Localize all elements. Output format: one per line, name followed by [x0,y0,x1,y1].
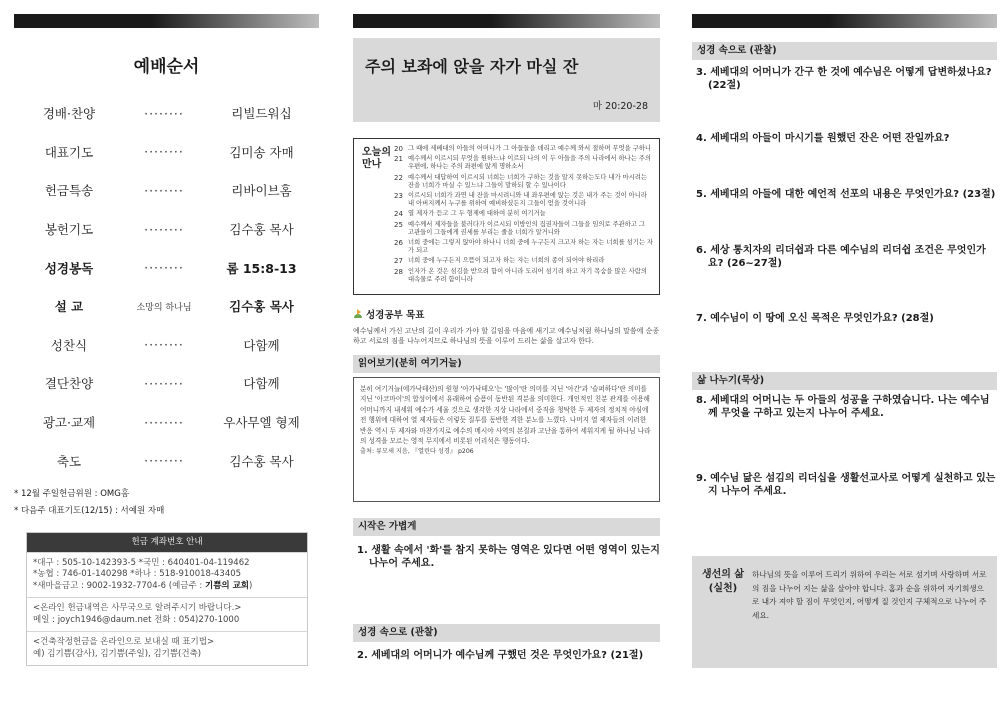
application-box [692,556,997,668]
verse [394,174,653,190]
order-item: 헌금특송 [44,183,94,199]
verse-number: 25 [394,220,403,229]
online-offering-info [27,597,307,631]
verse [394,210,653,218]
order-dots: ········ [144,144,184,160]
order-person: 김미송 자매 [229,144,294,160]
note-offering-committee: * 12월 주일헌금위원 : OMG홈 [14,488,130,499]
study-column-1 [353,0,660,712]
order-person: 우사무엘 형제 [223,415,300,431]
question-7: 7. 예수님이 이 땅에 오신 목적은 무엇인가요? (28절) [696,313,934,324]
verse-number: 23 [394,192,403,201]
warmup-section-title: 시작은 가볍게 [353,518,660,536]
application-label: 생선의 삶 (실천) [701,569,745,594]
order-dots: ········ [144,375,184,391]
verse [394,221,653,237]
order-item: 봉헌기도 [44,222,94,238]
question-8: 8. 세베대의 어머니는 두 아들의 성공을 구하였습니다. 나는 예수님께 무엇을 구하고 있는지 나누어 주세요. [696,395,990,419]
account-line: *새마을금고 : 9002-1932-7704-6 (예금주 : 기쁨의 교회) [33,580,253,591]
sermon-subtitle: 소망의 하나님 [136,302,192,313]
order-row [14,403,319,442]
study-column-2 [692,0,997,712]
account-line: *농협 : 746-01-140298 *하나 : 518-910018-43405 [33,569,242,580]
building-offering-title: <건축작정헌금을 온라인으로 보내실 때 표기법> [33,637,215,648]
verse-text: 너희 중에 누구든지 으뜸이 되고자 하는 자는 너희의 종이 되어야 하리라 [408,257,605,265]
online-offering-title: <온라인 헌금내역은 사무국으로 알려주시기 바랍니다.> [33,603,242,614]
verse-number: 27 [394,257,403,266]
top-bar [353,14,660,28]
order-row [14,133,319,172]
order-item: 결단찬양 [44,376,94,392]
order-item: 설 교 [54,299,84,315]
verse-text: 이르시되 너희가 과연 내 잔을 마시려니와 내 좌우편에 앉는 것은 내가 주는 것이 아니라 내 아버지께서 누구를 위하여 예비하셨든지 그들이 얻을 것이니라 [408,192,647,208]
scripture-verses [394,145,653,286]
question-1: 1. 생활 속에서 '화'를 참지 못하는 영역은 있다면 어떤 영역이 있는지 나누어 주세요. [357,545,660,570]
worship-order-title: 예배순서 [133,57,200,77]
question-6: 6. 세상 통치자의 리더쉽과 다른 예수님의 리더쉽 조건은 무엇인가요? (26~27절) [696,245,986,269]
question-5: 5. 세베대의 아들에 대한 예언적 선포의 내용은 무엇인가요? (23절) [696,189,996,200]
verse-number: 22 [394,173,403,182]
sermon-title: 주의 보좌에 앉을 자가 마실 잔 [365,57,579,76]
note-next-prayer: * 다음주 대표기도(12/15) : 서예원 자매 [14,505,165,516]
order-person: 다함께 [243,337,280,353]
flag-icon [353,309,363,319]
order-person: 김수홍 목사 [229,299,294,315]
verse [394,155,653,171]
order-row [14,364,319,403]
order-dots: ········ [144,221,184,237]
study-goal-title: 성경공부 목표 [366,310,425,322]
verse-text: 예수께서 제자들을 불러다가 이르시되 이방인의 집권자들이 그들을 임의로 주관하고 그 고관들이 그들에게 권세를 부리는 줄을 너희가 알거니와 [408,220,645,236]
sermon-header [353,38,660,122]
todays-manna-label: 오늘의 만나 [362,147,391,170]
verse-text: 너희 중에는 그렇지 않아야 하나니 너희 중에 누구든지 크고자 하는 자는 너희를 섬기는 자가 되고 [408,239,654,255]
reading-text: 분히 여기거늘(에가낙테산)의 원형 '아가낙테오'는 '많이'란 의미를 지닌 '아간'과 '슬퍼하다'란 의미를 지닌 '아코마이'의 합성어에서 유래하여 슬픔이 동반된 격분을 의미한다. 개인적인 친분 관계를 이용해 어머니까지 내세워 예수가 세울 것으로 생각한 지상 나라에서 중직을 청탁한 두 제자의 정치적 야심에 전 행위에 대하여 열 제자들은 이렇듯 질투를 동반한 격한 분노를 느꼈다. 나머지 열 제자들의 이러한 반응 역시 두 제자와 마찬가지로 예수의 메시야 사역의 본질과 고난을 통하여 세워지게 될 하나님 나라의 성격을 모르는 영적 무지에서 비롯된 어리석은 행동이다. [360,385,651,446]
account-info-box [26,532,308,667]
verse-number: 28 [394,267,403,276]
verse [394,239,653,255]
order-row [14,94,319,133]
question-2: 2. 세베대의 어머니가 예수님께 구했던 것은 무엇인가요? (21절) [357,650,644,662]
order-row [14,326,319,365]
order-person: 김수홍 목사 [229,453,294,469]
verse-text: 예수께서 대답하여 이르시되 너희는 너희가 구하는 것을 알지 못하는도다 내가 마시려는 잔을 너희가 마실 수 있느냐 그들이 말하되 할 수 있나이다 [408,173,647,189]
order-item: 성경봉독 [44,260,94,276]
order-item: 성찬식 [50,337,88,353]
order-item: 광고·교제 [42,415,96,431]
reading-section-title: 읽어보기(분히 여기거늘) [353,355,660,373]
study-goal-text: 예수님께서 가신 고난의 길이 우리가 가야 할 길임을 마음에 새기고 예수님처럼 하나님의 말씀에 순종하고 서로의 짐을 나누어지므로 하나님의 뜻을 이루어 드리는 삶을 살고자 한다. [353,327,660,346]
order-item: 경배·찬양 [42,106,96,122]
sharing-section-title: 삶 나누기(묵상) [692,372,997,390]
order-dots: ········ [144,453,184,469]
account-info-header: 헌금 계좌번호 안내 [27,533,307,552]
verse-number: 24 [394,210,403,219]
verse-text: 인자가 온 것은 섬김을 받으려 함이 아니라 도리어 섬기려 하고 자기 목숨을 많은 사람의 대속물로 주려 함이니라 [408,267,647,283]
todays-manna-box [353,138,660,295]
order-dots: ········ [144,105,184,121]
building-offering-info [27,631,307,665]
order-row [14,248,319,287]
sermon-reference: 마 20:20-28 [592,101,648,112]
verse-number: 26 [394,239,403,248]
order-dots: ········ [144,414,184,430]
order-row [14,210,319,249]
verse [394,257,653,265]
order-row [14,441,319,480]
order-dots: ········ [144,182,184,198]
verse-number: 20 [394,145,403,153]
online-offering-contact: 메일 : joych1946@daum.net 전화 : 054)270-1000 [33,614,240,625]
verse [394,192,653,208]
order-item: 축도 [56,453,82,469]
verse-text: 그 때에 세베대의 아들의 어머니가 그 아들들을 데리고 예수께 와서 절하며 무엇을 구하니 [408,145,651,152]
notes [14,486,319,520]
order-person: 다함께 [243,376,280,392]
order-person: 리바이브홈 [231,183,292,199]
order-dots: ········ [144,337,184,353]
order-person: 롬 15:8-13 [226,260,297,276]
verse-text: 열 제자가 듣고 그 두 형제에 대하여 분히 여기거늘 [408,210,546,218]
question-9: 9. 예수님 닮은 섬김의 리더십을 생활선교사로 어떻게 실천하고 있는지 나누어 주세요. [696,473,996,497]
study-goal-heading [353,307,660,321]
question-3: 3. 세베대의 어머니가 간구 한 것에 예수님은 어떻게 답변하셨나요? (22절) [696,67,992,91]
observation-section-title: 성경 속으로 (관찰) [692,42,997,60]
verse-text: 예수께서 이르시되 무엇을 원하느냐 이르되 나의 이 두 아들을 주의 나라에서 하나는 주의 우편에, 하나는 주의 좌편에 앉게 명하소서 [408,155,651,171]
question-4: 4. 세베대의 아들이 마시기를 원했던 잔은 어떤 잔일까요? [696,133,950,144]
order-row [14,171,319,210]
observation-section-title: 성경 속으로 (관찰) [353,624,660,642]
account-line: *대구 : 505-10-142393-5 *국민 : 640401-04-119462 [33,557,250,568]
order-person: 김수홍 목사 [229,222,294,238]
order-item: 대표기도 [44,144,94,160]
verse [394,145,653,153]
top-bar [692,14,997,28]
verse [394,268,653,284]
application-text: 하나님의 뜻을 이루어 드리기 위하여 우리는 서로 섬기며 사랑하며 서로의 짐을 나누어 지는 삶을 살아야 합니다. 홈과 순을 위하여 자기희생으로 내가 져야 할 짐이 무엇인지, 어떻게 질 것인지 구체적으로 나누어 주세요. [752,570,987,620]
account-holder: 기쁨의 교회 [205,580,250,591]
worship-order-list [14,94,319,480]
account-numbers [27,552,307,598]
building-offering-example: 예) 김기쁨(감사), 김기쁨(주일), 김기쁨(건축) [33,648,202,659]
worship-order-column [14,0,319,712]
order-row [14,287,319,326]
reading-source: 출처: 류모세 지음, 『열린다 성경』 p206 [360,448,474,456]
order-person: 리빌드워십 [231,106,292,122]
verse-number: 21 [394,155,403,164]
top-bar [14,14,319,28]
order-dots: ········ [144,260,184,276]
reading-box [353,377,660,502]
